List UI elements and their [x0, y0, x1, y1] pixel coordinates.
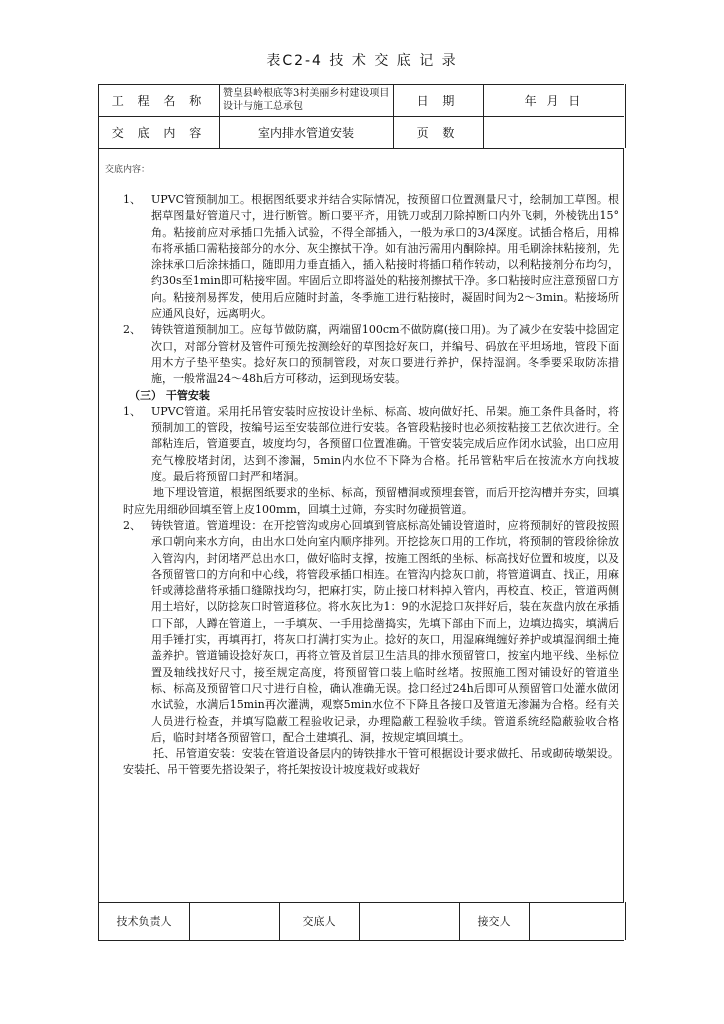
list-item — [123, 518, 619, 746]
item-number: 1、 — [123, 404, 141, 418]
list-item — [123, 404, 619, 485]
table-bottom-border — [98, 940, 624, 941]
tech-lead-signature — [189, 902, 279, 940]
receiver-label: 接交人 — [477, 915, 511, 928]
header-row-subject — [98, 116, 626, 148]
header-row-project — [98, 84, 626, 116]
pages-label: 页 数 — [416, 125, 460, 140]
item-number: 1、 — [123, 193, 141, 206]
subject-value: 室内排水管道安装 — [257, 125, 354, 140]
content-intro-label: 交底内容： — [105, 165, 151, 175]
signature-row — [98, 902, 626, 940]
disclosure-content — [98, 148, 624, 902]
paragraph-hanger-pipe: 托、吊管道安装：安装在管道设备层内的铸铁排水干管可根据设计要求做托、吊或砌砖墩架设。安装托、吊干管要先搭设架子，将托架按设计坡度栽好或栽好 — [123, 747, 619, 777]
item-text: UPVC管预制加工。根据图纸要求并结合实际情况，按预留口位置测量尺寸，绘制加工草图。根据草图量好管道尺寸，进行断管。断口要平齐，用铣刀或刮刀除掉断口内外飞刺，外棱铣出15°角。粘接前应对承插口先插入试验，不得全部插入，一般为承口的3/4深度。试插合格后，用棉布将承插口需粘接部分的水分、灰尘擦拭干净。如有油污需用内酮除掉。用毛刷涂抹粘接剂，先涂抹承口后涂抹插口，随即用力垂直插入，插入粘接时将插口稍作转动，以利粘接剂分布均匀，约30s至1min即可粘接牢固。牢固后立即将溢处的粘接剂擦拭干净。多口粘接时应注意预留口方向。粘接剂易挥发，使用后应随时封盖，冬季施工进行粘接时，凝固时间为2～3min。粘接场所应通风良好，远离明火。 — [151, 193, 619, 321]
item-text: 铸铁管道预制加工。应每节做防腐，两端留100cm不做防腐(接口用)。为了减少在安装中捻固定次口，对部分管材及管件可预先按测绘好的草图捻好灰口，并编号、码放在平坦场地，管段下面用木方子垫平垫实。捻好灰口的预制管段，对灰口要进行养护，保持湿润。冬季要采取防冻措施，一般常温24～48h后方可移动，运到现场安装。 — [151, 323, 619, 386]
project-name-value: 赞皇县岭根底等3村美丽乡村建设项目设计与施工总承包 — [223, 88, 390, 112]
project-name-label: 工 程 名 称 — [111, 93, 207, 108]
subject-label: 交 底 内 容 — [111, 125, 207, 140]
document-title: 表C2-4 技 术 交 底 记 录 — [266, 53, 458, 69]
item-number: 2、 — [123, 518, 141, 532]
tech-lead-label: 技术负责人 — [116, 915, 172, 928]
discloser-label: 交底人 — [302, 915, 336, 928]
pages-value — [483, 116, 625, 148]
list-item — [123, 322, 619, 387]
content-text — [123, 192, 619, 779]
date-label: 日 期 — [416, 93, 460, 108]
discloser-signature — [359, 902, 459, 940]
item-number: 2、 — [123, 323, 141, 337]
paragraph-buried-pipe: 地下埋设管道，根据图纸要求的坐标、标高，预留槽洞或预埋套管，而后开挖沟槽并夯实，回填时应先用细砂回填至管上皮100mm，回填土过筛，夯实时勿碰损管道。 — [123, 486, 619, 516]
receiver-signature — [529, 902, 625, 940]
item-text: 铸铁管道。管道埋设：在开挖管沟或房心回填到管底标高处铺设管道时，应将预制好的管段按照承口朝向来水方向，由出水口处向室内顺序排列。开挖捻灰口用的工作坑，将预制的管段徐徐放入管沟内，封闭堵严总出水口，做好临时支撑，按施工图纸的坐标、标高找好位置和坡度，以及各预留管口的方向和中心线，将管段承插口相连。在管沟内捻灰口前，将管道调直、找正，用麻钎或薄捻凿将承插口缝隙找均匀，把麻打实，防止接口材料掉入管内，再校直、校正，管道两侧用土培好，以防捻灰口时管道移位。将水灰比为1：9的水泥捻口灰拌好后，装在灰盘内放在承插口下部，人蹲在管道上，一手填灰、一手用捻凿捣实，先填下部由下而上，边填边捣实，填满后用手锤打实，再填再打，将灰口打满打实为止。捻好的灰口，用湿麻绳缠好养护或填湿润细土掩盖养护。管道铺设捻好灰口，再将立管及首层卫生洁具的排水预留管口，按室内地平线、坐标位置及轴线找好尺寸，接至规定高度，将预留管口装上临时丝堵。按照施工图对铺设好的管道坐标、标高及预留管口尺寸进行自检，确认准确无误。捻口经过24h后即可从预留管口处灌水做闭水试验，水满后15min再次灌满，观察5min水位不下降且各接口及管道无渗漏为合格。经有关人员进行检查，并填写隐蔽工程验收记录，办理隐蔽工程验收手续。管道系统经隐蔽验收合格后，临时封堵各预留管口，配合土建填孔、洞，按规定填回填土。 — [151, 518, 619, 744]
list-item — [123, 192, 619, 322]
item-text: UPVC管道。采用托吊管安装时应按设计坐标、标高、坡向做好托、吊架。施工条件具备时，将预制加工的管段，按编号运至安装部位进行安装。各管段粘接时也必须按粘接工艺依次进行。全部粘连后，管道要直，坡度均匀，各预留口位置准确。干管安装完成后应作闭水试验，出口应用充气橡胶堵封闭，达到不渗漏，5min内水位不下降为合格。托吊管粘牢后在按流水方向找坡度。最后将预留口封严和堵洞。 — [151, 404, 619, 484]
section-heading: （三） 干管安装 — [129, 388, 210, 402]
date-value: 年 月 日 — [524, 93, 584, 108]
